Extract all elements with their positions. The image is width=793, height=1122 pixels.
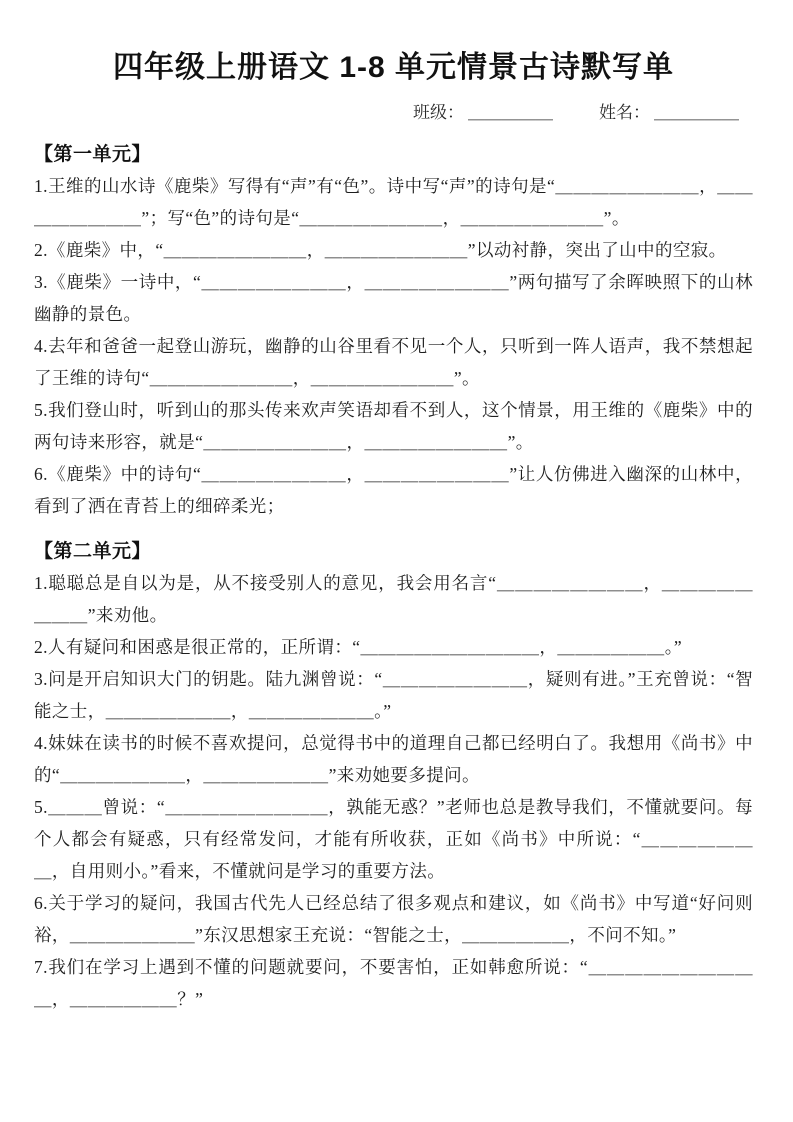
section-1-question-3: 3.《鹿柴》一诗中，“＿＿＿＿＿＿＿＿，＿＿＿＿＿＿＿＿”两句描写了余晖映照下的山林幽静的景色。 — [34, 272, 753, 324]
section-2-question-4: 4.妹妹在读书的时候不喜欢提问，总觉得书中的道理自己都已经明白了。我想用《尚书》中的“＿＿＿＿＿＿＿，＿＿＿＿＿＿＿”来劝她要多提问。 — [34, 733, 753, 785]
page-title: 四年级上册语文 1-8 单元情景古诗默写单 — [112, 51, 675, 84]
name-blank-line: ＿＿＿＿＿ — [654, 103, 739, 122]
section-2-question-5: 5.＿＿＿曾说：“＿＿＿＿＿＿＿＿＿，孰能无惑？”老师也总是教导我们，不懂就要问。每个人都会有疑惑，只有经常发问，才能有所收获，正如《尚书》中所说：“＿＿＿＿＿＿＿，自用则小。”看来，不懂就问是学习的重要方法。 — [34, 797, 753, 881]
section-2-question-1: 1.聪聪总是自以为是，从不接受别人的意见，我会用名言“＿＿＿＿＿＿＿＿，＿＿＿＿＿＿＿＿”来劝他。 — [34, 573, 753, 625]
name-label: 姓名： — [599, 103, 650, 122]
class-label: 班级： — [413, 103, 464, 122]
section-2-heading: 【第二单元】 — [34, 541, 152, 562]
section-1-heading: 【第一单元】 — [34, 144, 152, 165]
class-blank-line: ＿＿＿＿＿ — [468, 103, 553, 122]
section-1-question-6: 6.《鹿柴》中的诗句“＿＿＿＿＿＿＿＿，＿＿＿＿＿＿＿＿”让人仿佛进入幽深的山林中，看到了洒在青苔上的细碎柔光； — [34, 464, 753, 516]
section-2-question-2: 2.人有疑问和困惑是很正常的，正所谓：“＿＿＿＿＿＿＿＿＿＿，＿＿＿＿＿＿。” — [34, 637, 683, 657]
section-1-question-5: 5.我们登山时，听到山的那头传来欢声笑语却看不到人，这个情景，用王维的《鹿柴》中的两句诗来形容，就是“＿＿＿＿＿＿＿＿，＿＿＿＿＿＿＿＿”。 — [34, 400, 753, 452]
section-2-question-3: 3.问是开启知识大门的钥匙。陆九渊曾说：“＿＿＿＿＿＿＿＿，疑则有进。”王充曾说：“智能之士，＿＿＿＿＿＿＿，＿＿＿＿＿＿＿。” — [34, 669, 753, 721]
name-field — [599, 98, 739, 123]
header-fields — [34, 98, 753, 123]
section-1-question-4: 4.去年和爸爸一起登山游玩，幽静的山谷里看不见一个人，只听到一阵人语声，我不禁想起了王维的诗句“＿＿＿＿＿＿＿＿，＿＿＿＿＿＿＿＿”。 — [34, 336, 753, 388]
section-1-question-2: 2.《鹿柴》中，“＿＿＿＿＿＿＿＿，＿＿＿＿＿＿＿＿”以动衬静，突出了山中的空寂。 — [34, 240, 727, 260]
class-field — [413, 98, 553, 123]
section-1-question-1: 1.王维的山水诗《鹿柴》写得有“声”有“色”。诗中写“声”的诗句是“＿＿＿＿＿＿＿＿，＿＿＿＿＿＿＿＿”；写“色”的诗句是“＿＿＿＿＿＿＿＿，＿＿＿＿＿＿＿＿”。 — [34, 176, 753, 228]
section-2-question-7: 7.我们在学习上遇到不懂的问题就要问，不要害怕，正如韩愈所说：“＿＿＿＿＿＿＿＿＿＿，＿＿＿＿＿＿？” — [34, 957, 753, 1009]
section-2-question-6: 6.关于学习的疑问，我国古代先人已经总结了很多观点和建议，如《尚书》中写道“好问则裕，＿＿＿＿＿＿＿”东汉思想家王充说：“智能之士，＿＿＿＿＿＿，不问不知。” — [34, 893, 753, 945]
